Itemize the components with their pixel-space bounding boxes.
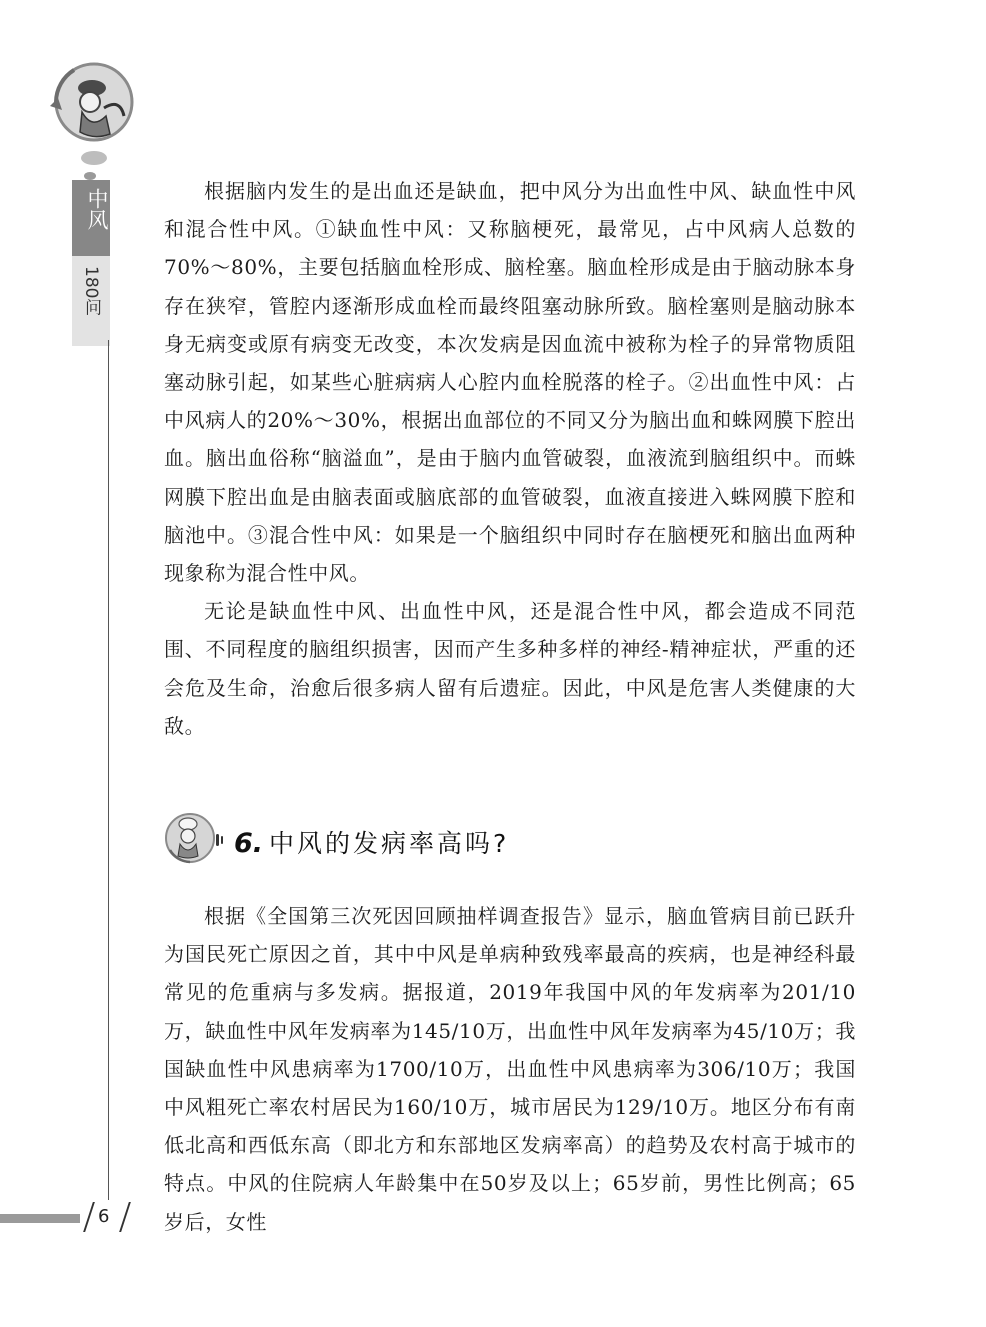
body-text-upper (164, 172, 856, 745)
page-number: 6 (98, 1206, 110, 1227)
margin-rule (108, 340, 109, 1200)
chef-mascot-icon (164, 810, 226, 868)
page-footer (0, 1202, 140, 1238)
section-title-text: 中风的发病率高吗? (269, 829, 510, 858)
paragraph: 根据《全国第三次死因回顾抽样调查报告》显示，脑血管病目前已跃升为国民死亡原因之首，其中中风是单病种致残率最高的疾病，也是神经科最常见的危重病与多发病。据报道，2019年我国中风的年发病率为201/10万，缺血性中风年发病率为145/10万，出血性中风年发病率为45/10万；我国缺血性中风患病率为1700/10万，出血性中风患病率为306/10万；我国中风粗死亡率农村居民为160/10万，城市居民为129/10万。地区分布有南低北高和西低东高（即北方和东部地区发病率高）的趋势及农村高于城市的特点。中风的住院病人年龄集中在50岁及以上；65岁前，男性比例高；65岁后，女性 (164, 904, 856, 1234)
section-title (234, 824, 509, 860)
book-title: 中风 (85, 188, 109, 230)
mascot-logo-icon (44, 58, 140, 184)
slash-divider (119, 1202, 131, 1232)
paragraph: 根据脑内发生的是出血还是缺血，把中风分为出血性中风、缺血性中风和混合性中风。①缺血性中风：又称脑梗死，最常见，占中风病人总数的70%～80%，主要包括脑血栓形成、脑栓塞。脑血栓形成是由于脑动脉本身存在狭窄，管腔内逐渐形成血栓而最终阻塞动脉所致。脑栓塞则是脑动脉本身无病变或原有病变无改变，本次发病是因血流中被称为栓子的异常物质阻塞动脉引起，如某些心脏病病人心腔内血栓脱落的栓子。②出血性中风：占中风病人的20%～30%，根据出血部位的不同又分为脑出血和蛛网膜下腔出血。脑出血俗称“脑溢血”，是由于脑内血管破裂，血液流到脑组织中。而蛛网膜下腔出血是由脑表面或脑底部的血管破裂，血液直接进入蛛网膜下腔和脑池中。③混合性中风：如果是一个脑组织中同时存在脑梗死和脑出血两种现象称为混合性中风。 (164, 179, 856, 586)
chapter-side-tab (72, 180, 110, 346)
section-heading (164, 810, 856, 870)
slash-divider (83, 1202, 95, 1232)
section-number: 6. (234, 828, 264, 859)
body-text-lower (164, 897, 856, 1241)
book-subtitle: 180问 (81, 266, 101, 316)
chapter-side-tab-header (72, 180, 110, 256)
footer-bar (0, 1214, 80, 1223)
paragraph: 无论是缺血性中风、出血性中风，还是混合性中风，都会造成不同范围、不同程度的脑组织损害，因而产生多种多样的神经-精神症状，严重的还会危及生命，治愈后很多病人留有后遗症。因此，中风是危害人类健康的大敌。 (164, 599, 856, 738)
